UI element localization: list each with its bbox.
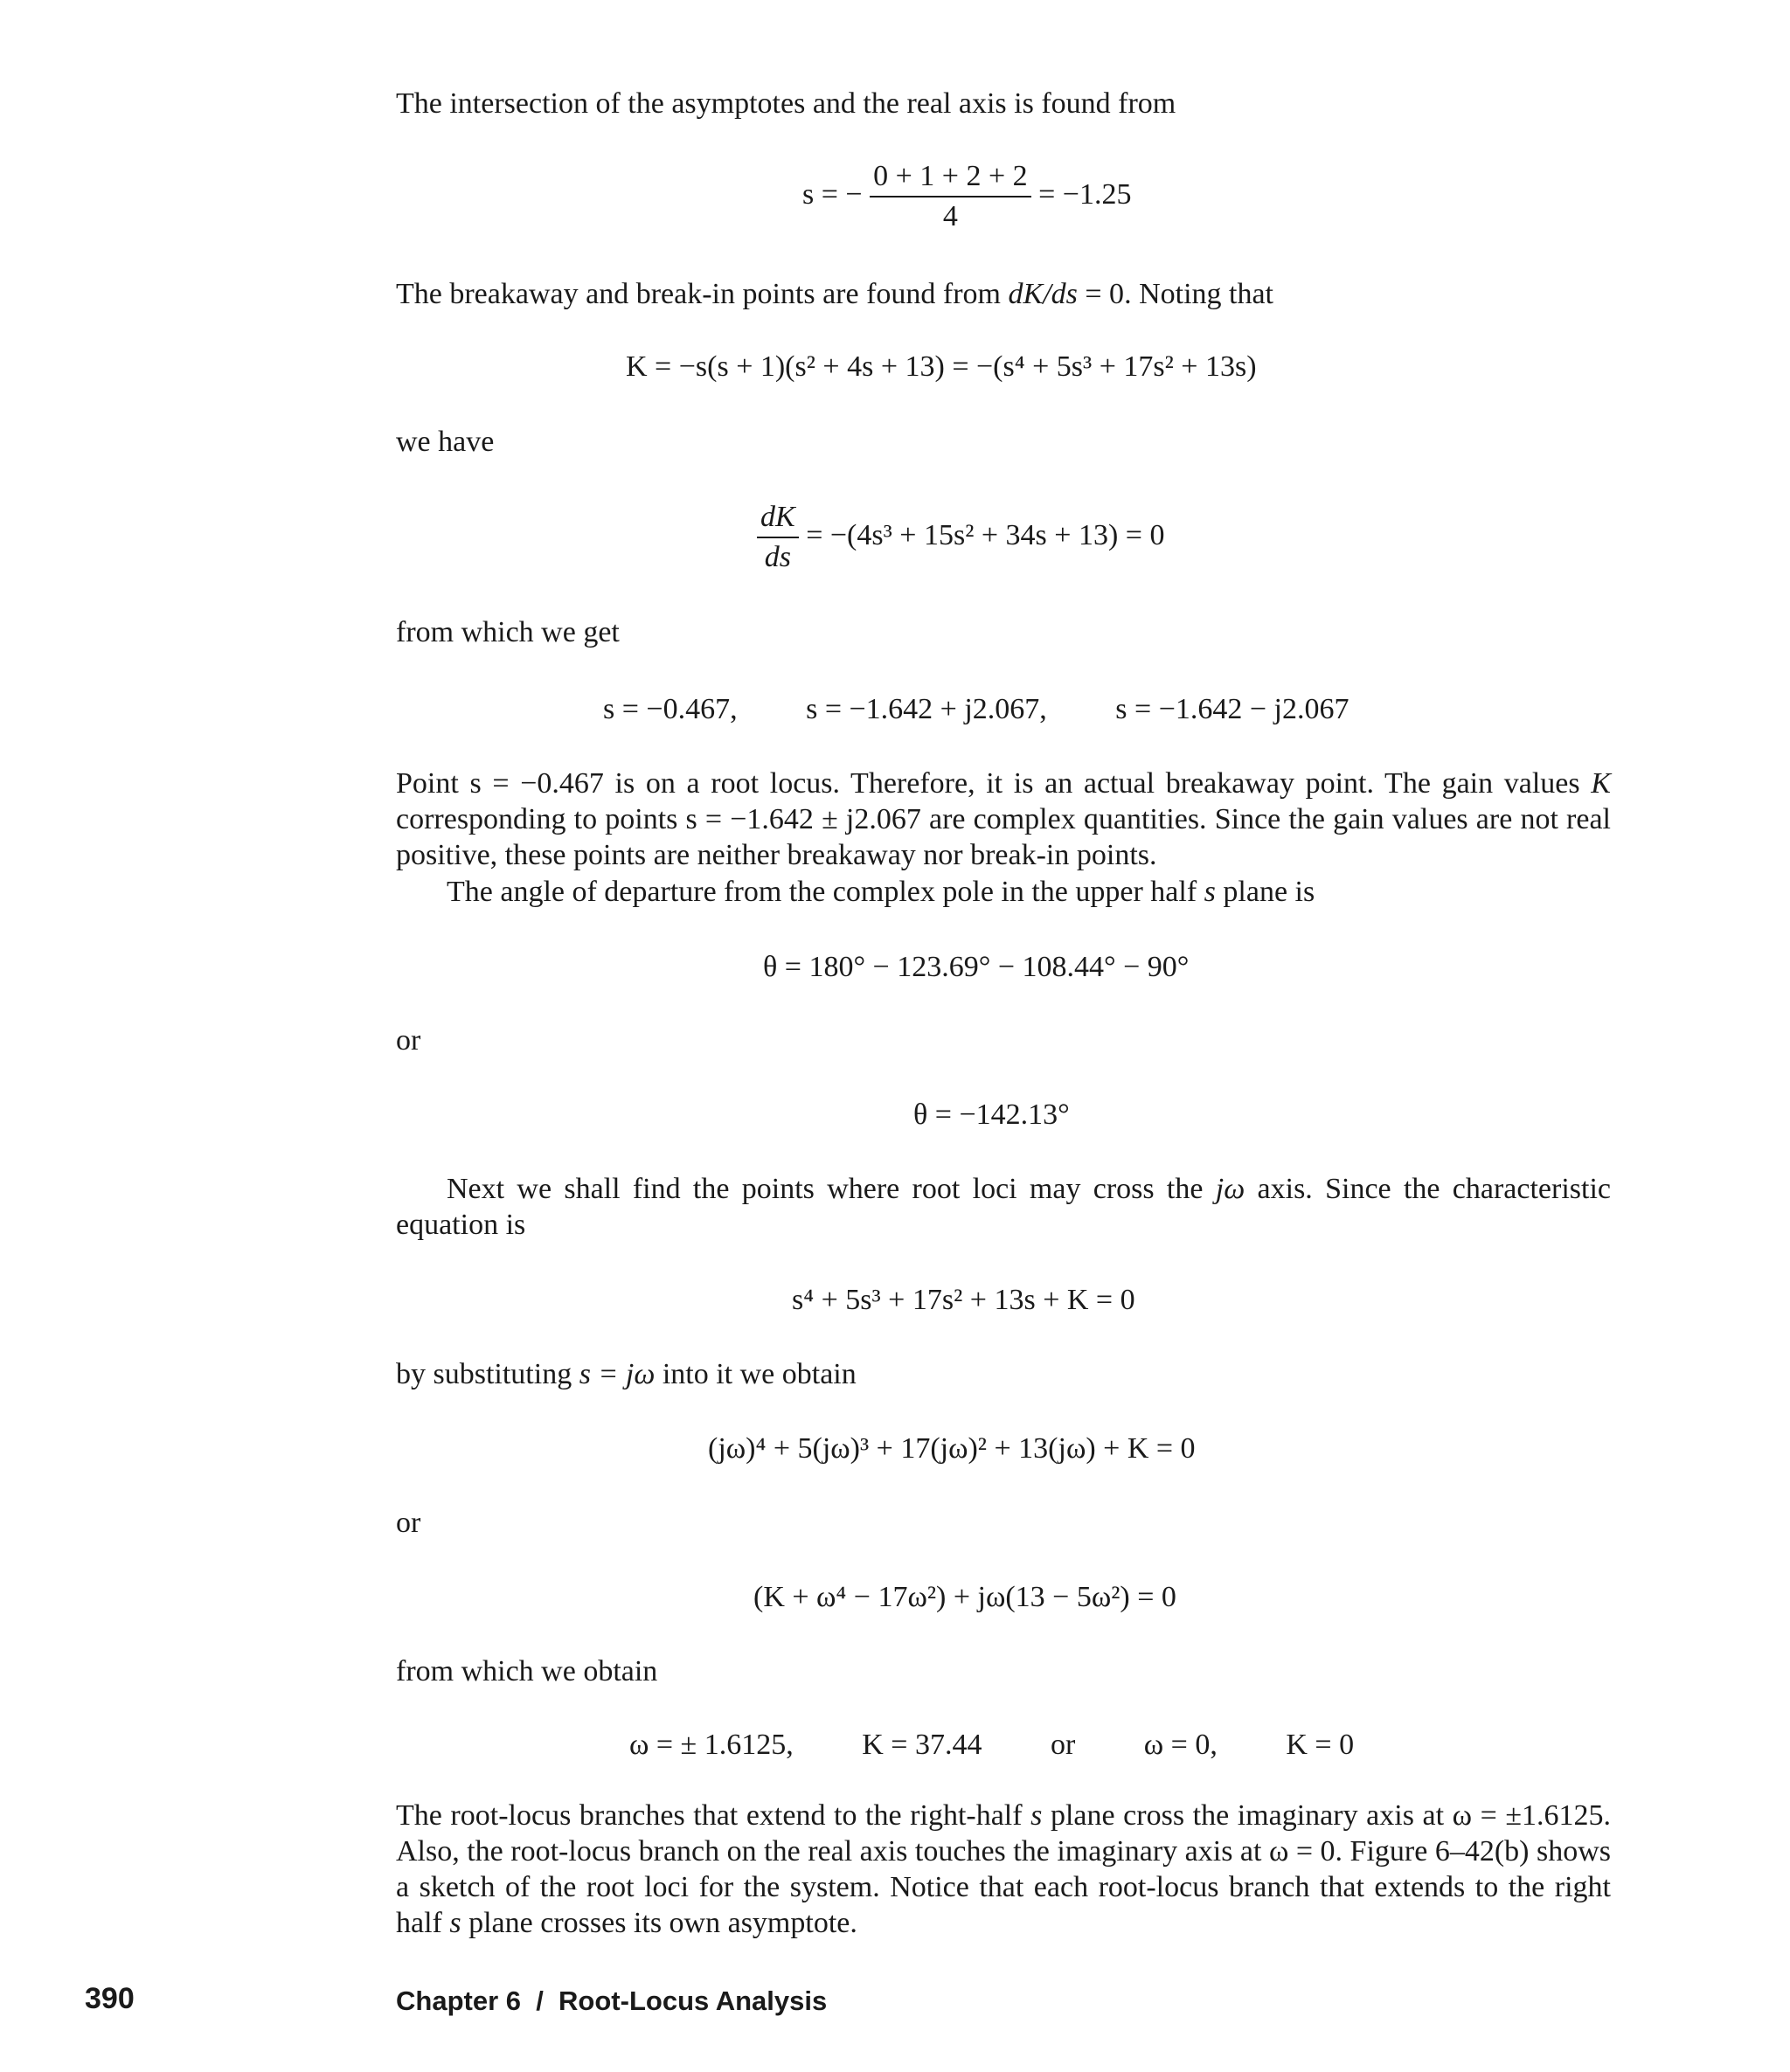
paragraph-jw-crossing: Next we shall find the points where root loci may cross the jω axis. Since the characteristic equation is [396,1173,1611,1241]
eq1-fraction [870,157,1031,236]
eq1-lhs: s = − [802,177,863,211]
omega-value: ω = ± 1.6125, [629,1729,794,1761]
omega-zero: ω = 0, [1143,1729,1218,1761]
paragraph-asymptote-intro: The intersection of the asymptotes and the real axis is found from [396,87,1176,120]
eq1-numerator: 0 + 1 + 2 + 2 [870,157,1031,197]
paragraph-breakaway-intro: The breakaway and break-in points are found from dK/ds = 0. Noting that [396,278,1273,310]
or-word: or [1050,1729,1076,1761]
equation-dK-ds [757,498,1164,577]
k-zero: K = 0 [1286,1729,1355,1761]
equation-theta-result: θ = −142.13° [913,1098,1070,1131]
paragraph-from-which-we-get: from which we get [396,616,620,648]
eq3-denominator: ds [764,541,791,573]
eq1-rhs: = −1.25 [1038,177,1132,211]
equation-substituted: (jω)⁴ + 5(jω)³ + 17(jω)² + 13(jω) + K = 0 [708,1432,1196,1465]
equation-crossing-values [629,1728,1354,1763]
paragraph-or-2: or [396,1507,421,1539]
equation-gain-K: K = −s(s + 1)(s² + 4s + 13) = −(s⁴ + 5s³ + 17s² + 13s) [626,350,1257,383]
paragraph-from-which-we-obtain: from which we obtain [396,1655,658,1687]
paragraph-we-have: we have [396,426,495,458]
eq3-rhs: = −(4s³ + 15s² + 34s + 13) = 0 [806,518,1165,551]
k-value: K = 37.44 [862,1729,982,1761]
equation-breakaway-roots [603,692,1349,727]
paragraph-or-1: or [396,1024,421,1057]
equation-angle-departure: θ = 180° − 123.69° − 108.44° − 90° [763,951,1190,983]
eq1-denominator: 4 [942,200,958,232]
paragraph-substituting: by substituting s = jω into it we obtain [396,1358,857,1390]
paragraph-root-locus-conclusion: The root-locus branches that extend to the right-half s plane cross the imaginary axis at ω = ±1.6125. Also, the root-locus branch on the real axis touches the imaginary axis at ω = 0. Figure 6–42(b) shows a sketch of the root loci for the system. Notice that each root-locus branch that extends to the right half s plane crosses its own asymptote. [396,1799,1611,1939]
root-complex-upper: s = −1.642 + j2.067, [806,693,1047,725]
equation-asymptote-intersection [802,157,1131,236]
eq3-fraction [757,498,799,577]
running-footer: Chapter 6 / Root-Locus Analysis [396,1985,828,2016]
page-number: 390 [85,1982,135,2015]
eq3-numerator: dK [757,498,799,538]
paragraph-breakaway-point: Point s = −0.467 is on a root locus. Therefore, it is an actual breakaway point. The gain values K corresponding to points s = −1.642 ± j2.067 are complex quantities. Since the gain values are not real positive, these points are neither breakaway nor break-in points. [396,767,1611,871]
root-complex-lower: s = −1.642 − j2.067 [1115,693,1349,725]
equation-characteristic: s⁴ + 5s³ + 17s² + 13s + K = 0 [792,1284,1135,1316]
paragraph-angle-departure: The angle of departure from the complex pole in the upper half s plane is [447,876,1315,908]
equation-real-imag: (K + ω⁴ − 17ω²) + jω(13 − 5ω²) = 0 [753,1581,1176,1613]
root-real: s = −0.467, [603,693,738,725]
